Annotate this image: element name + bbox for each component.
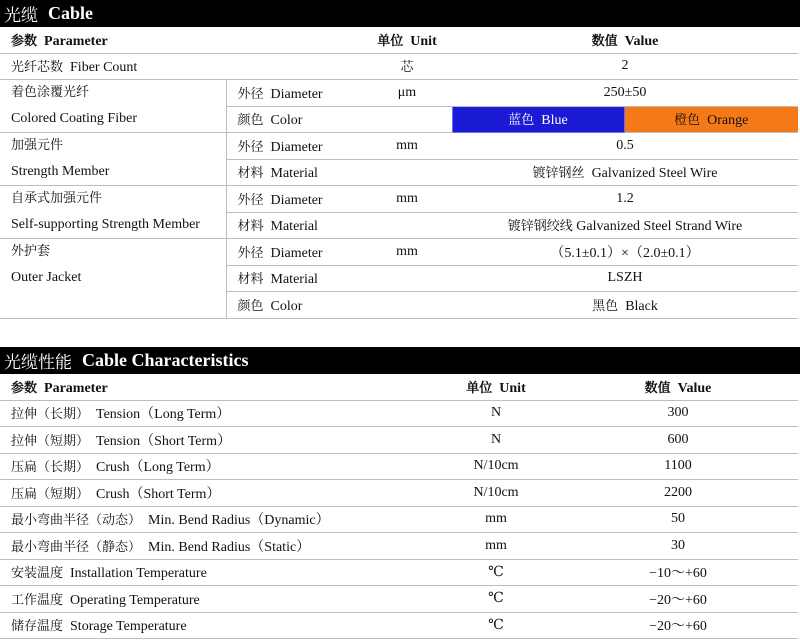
fiber-count-label: 光纤芯数 Fiber Count — [0, 53, 362, 80]
char-unit: N/10cm — [434, 480, 558, 507]
strength-member-diameter-label: 外径 Diameter — [226, 133, 362, 160]
char-value: 300 — [558, 400, 798, 427]
char-unit: N — [434, 400, 558, 427]
char-value-header: 数值 Value — [558, 374, 798, 400]
fiber-color-orange: 橙色 Orange — [624, 106, 798, 133]
outer-jacket-label: 外护套 Outer Jacket — [0, 239, 226, 319]
char-param: 最小弯曲半径（动态） Min. Bend Radius（Dynamic） — [0, 506, 434, 533]
table-row — [0, 480, 798, 507]
outer-jacket-color-unit — [362, 292, 452, 319]
strength-member-diameter-value: 0.5 — [452, 133, 798, 160]
colored-fiber-color-unit — [362, 106, 452, 133]
char-value: −10～+60 — [558, 559, 798, 586]
outer-jacket-material-label: 材料 Material — [226, 265, 362, 292]
self-supporting-diameter-row — [0, 186, 798, 213]
char-param: 工作温度 Operating Temperature — [0, 586, 434, 613]
char-value: −20～+60 — [558, 612, 798, 639]
char-param: 压扁（长期） Crush（Long Term） — [0, 453, 434, 480]
cable-title-zh: 光缆 — [4, 6, 38, 26]
char-param: 拉伸（长期） Tension（Long Term） — [0, 400, 434, 427]
strength-member-material-unit — [362, 159, 452, 186]
characteristics-title-en: Cable Characteristics — [82, 350, 249, 370]
strength-member-label: 加强元件 Strength Member — [0, 133, 226, 186]
outer-jacket-material-value: LSZH — [452, 265, 798, 292]
self-supporting-material-unit — [362, 212, 452, 239]
self-supporting-material-label: 材料 Material — [226, 212, 362, 239]
table-row — [0, 453, 798, 480]
cable-header-row — [0, 27, 798, 53]
strength-member-material-value: 镀锌钢丝 Galvanized Steel Wire — [452, 159, 798, 186]
outer-jacket-diameter-row — [0, 239, 798, 266]
fiber-count-row — [0, 53, 798, 80]
char-unit: mm — [434, 533, 558, 560]
char-unit: ℃ — [434, 586, 558, 613]
char-value: 600 — [558, 427, 798, 454]
char-param: 最小弯曲半径（静态） Min. Bend Radius（Static） — [0, 533, 434, 560]
self-supporting-material-value: 镀锌钢绞线 Galvanized Steel Strand Wire — [452, 212, 798, 239]
char-value: 2200 — [558, 480, 798, 507]
char-unit-header: 单位 Unit — [434, 374, 558, 400]
self-supporting-diameter-unit: mm — [362, 186, 452, 213]
outer-jacket-diameter-value: （5.1±0.1）×（2.0±0.1） — [452, 239, 798, 266]
strength-member-diameter-row — [0, 133, 798, 160]
char-value: 1100 — [558, 453, 798, 480]
self-supporting-label: 自承式加强元件 Self-supporting Strength Member — [0, 186, 226, 239]
outer-jacket-material-unit — [362, 265, 452, 292]
cable-section — [0, 0, 800, 319]
characteristics-section-title — [0, 347, 800, 374]
table-row — [0, 559, 798, 586]
value-header: 数值 Value — [452, 27, 798, 53]
colored-fiber-diameter-row — [0, 80, 798, 107]
outer-jacket-color-value: 黑色 Black — [452, 292, 798, 319]
char-unit: N/10cm — [434, 453, 558, 480]
fiber-color-blue: 蓝色 Blue — [452, 106, 624, 133]
unit-header: 单位 Unit — [362, 27, 452, 53]
char-param: 储存温度 Storage Temperature — [0, 612, 434, 639]
cable-section-title — [0, 0, 800, 27]
char-unit: ℃ — [434, 559, 558, 586]
cable-title-en: Cable — [48, 3, 93, 23]
char-unit: N — [434, 427, 558, 454]
char-param: 安装温度 Installation Temperature — [0, 559, 434, 586]
characteristics-header-row — [0, 374, 798, 400]
characteristics-table — [0, 374, 798, 639]
char-param: 拉伸（短期） Tension（Short Term） — [0, 427, 434, 454]
fiber-count-unit: 芯 — [362, 53, 452, 80]
table-row — [0, 612, 798, 639]
char-param: 压扁（短期） Crush（Short Term） — [0, 480, 434, 507]
colored-fiber-diameter-value: 250±50 — [452, 80, 798, 107]
cable-table — [0, 27, 798, 319]
table-row — [0, 506, 798, 533]
self-supporting-diameter-value: 1.2 — [452, 186, 798, 213]
param-header: 参数 Parameter — [0, 27, 362, 53]
char-value: 50 — [558, 506, 798, 533]
characteristics-section — [0, 347, 800, 639]
char-unit: mm — [434, 506, 558, 533]
table-row — [0, 586, 798, 613]
fiber-count-value: 2 — [452, 53, 798, 80]
colored-fiber-diameter-unit: μm — [362, 80, 452, 107]
char-value: 30 — [558, 533, 798, 560]
characteristics-title-zh: 光缆性能 — [4, 353, 72, 373]
colored-fiber-label: 着色涂覆光纤 Colored Coating Fiber — [0, 80, 226, 133]
colored-fiber-diameter-label: 外径 Diameter — [226, 80, 362, 107]
self-supporting-diameter-label: 外径 Diameter — [226, 186, 362, 213]
outer-jacket-diameter-unit: mm — [362, 239, 452, 266]
strength-member-material-label: 材料 Material — [226, 159, 362, 186]
colored-fiber-color-label: 颜色 Color — [226, 106, 362, 133]
char-unit: ℃ — [434, 612, 558, 639]
table-row — [0, 427, 798, 454]
outer-jacket-color-label: 颜色 Color — [226, 292, 362, 319]
table-row — [0, 533, 798, 560]
strength-member-diameter-unit: mm — [362, 133, 452, 160]
char-param-header: 参数 Parameter — [0, 374, 434, 400]
table-row — [0, 400, 798, 427]
char-value: −20～+60 — [558, 586, 798, 613]
outer-jacket-diameter-label: 外径 Diameter — [226, 239, 362, 266]
